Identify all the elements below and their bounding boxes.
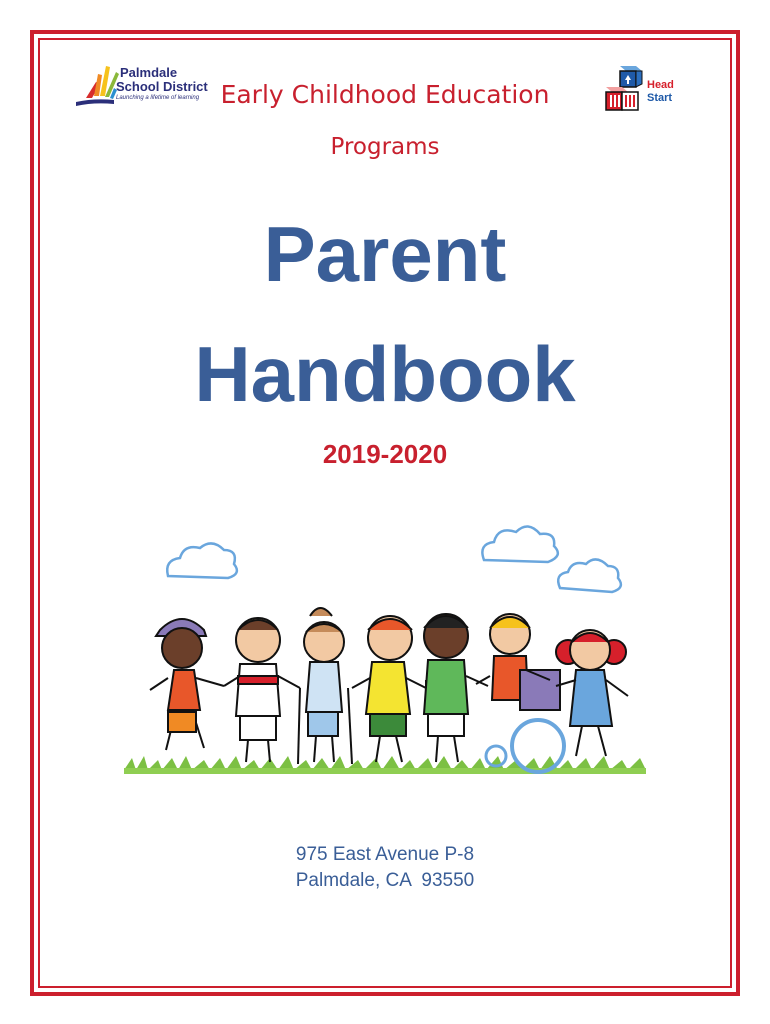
address-city: Palmdale, CA 93550 bbox=[295, 870, 475, 891]
school-year: 2019-2020 bbox=[322, 439, 448, 469]
child-figure bbox=[556, 630, 628, 756]
program-subtitle: Programs bbox=[330, 134, 440, 160]
cloud-icon bbox=[558, 559, 621, 592]
palmdale-logo-name: Palmdale bbox=[120, 65, 178, 80]
child-figure bbox=[298, 608, 352, 764]
program-title: Early Childhood Education bbox=[220, 80, 550, 109]
address-street: 975 East Avenue P-8 bbox=[295, 844, 475, 865]
child-figure bbox=[352, 616, 426, 762]
child-figure bbox=[476, 614, 564, 772]
children-holding-hands-illustration bbox=[120, 500, 650, 800]
head-start-word-start: Start bbox=[647, 92, 673, 104]
palmdale-logo-district: School District bbox=[116, 79, 208, 94]
cloud-icon bbox=[167, 543, 237, 578]
child-figure bbox=[424, 614, 488, 762]
handbook-title-parent: Parent bbox=[263, 210, 507, 298]
head-start-word-head: Head bbox=[647, 79, 674, 91]
child-figure bbox=[224, 618, 300, 762]
handbook-title-handbook: Handbook bbox=[194, 330, 576, 418]
child-figure bbox=[150, 619, 224, 750]
palmdale-logo-tagline: Launching a lifetime of learning bbox=[116, 95, 200, 101]
cloud-icon bbox=[482, 526, 557, 562]
